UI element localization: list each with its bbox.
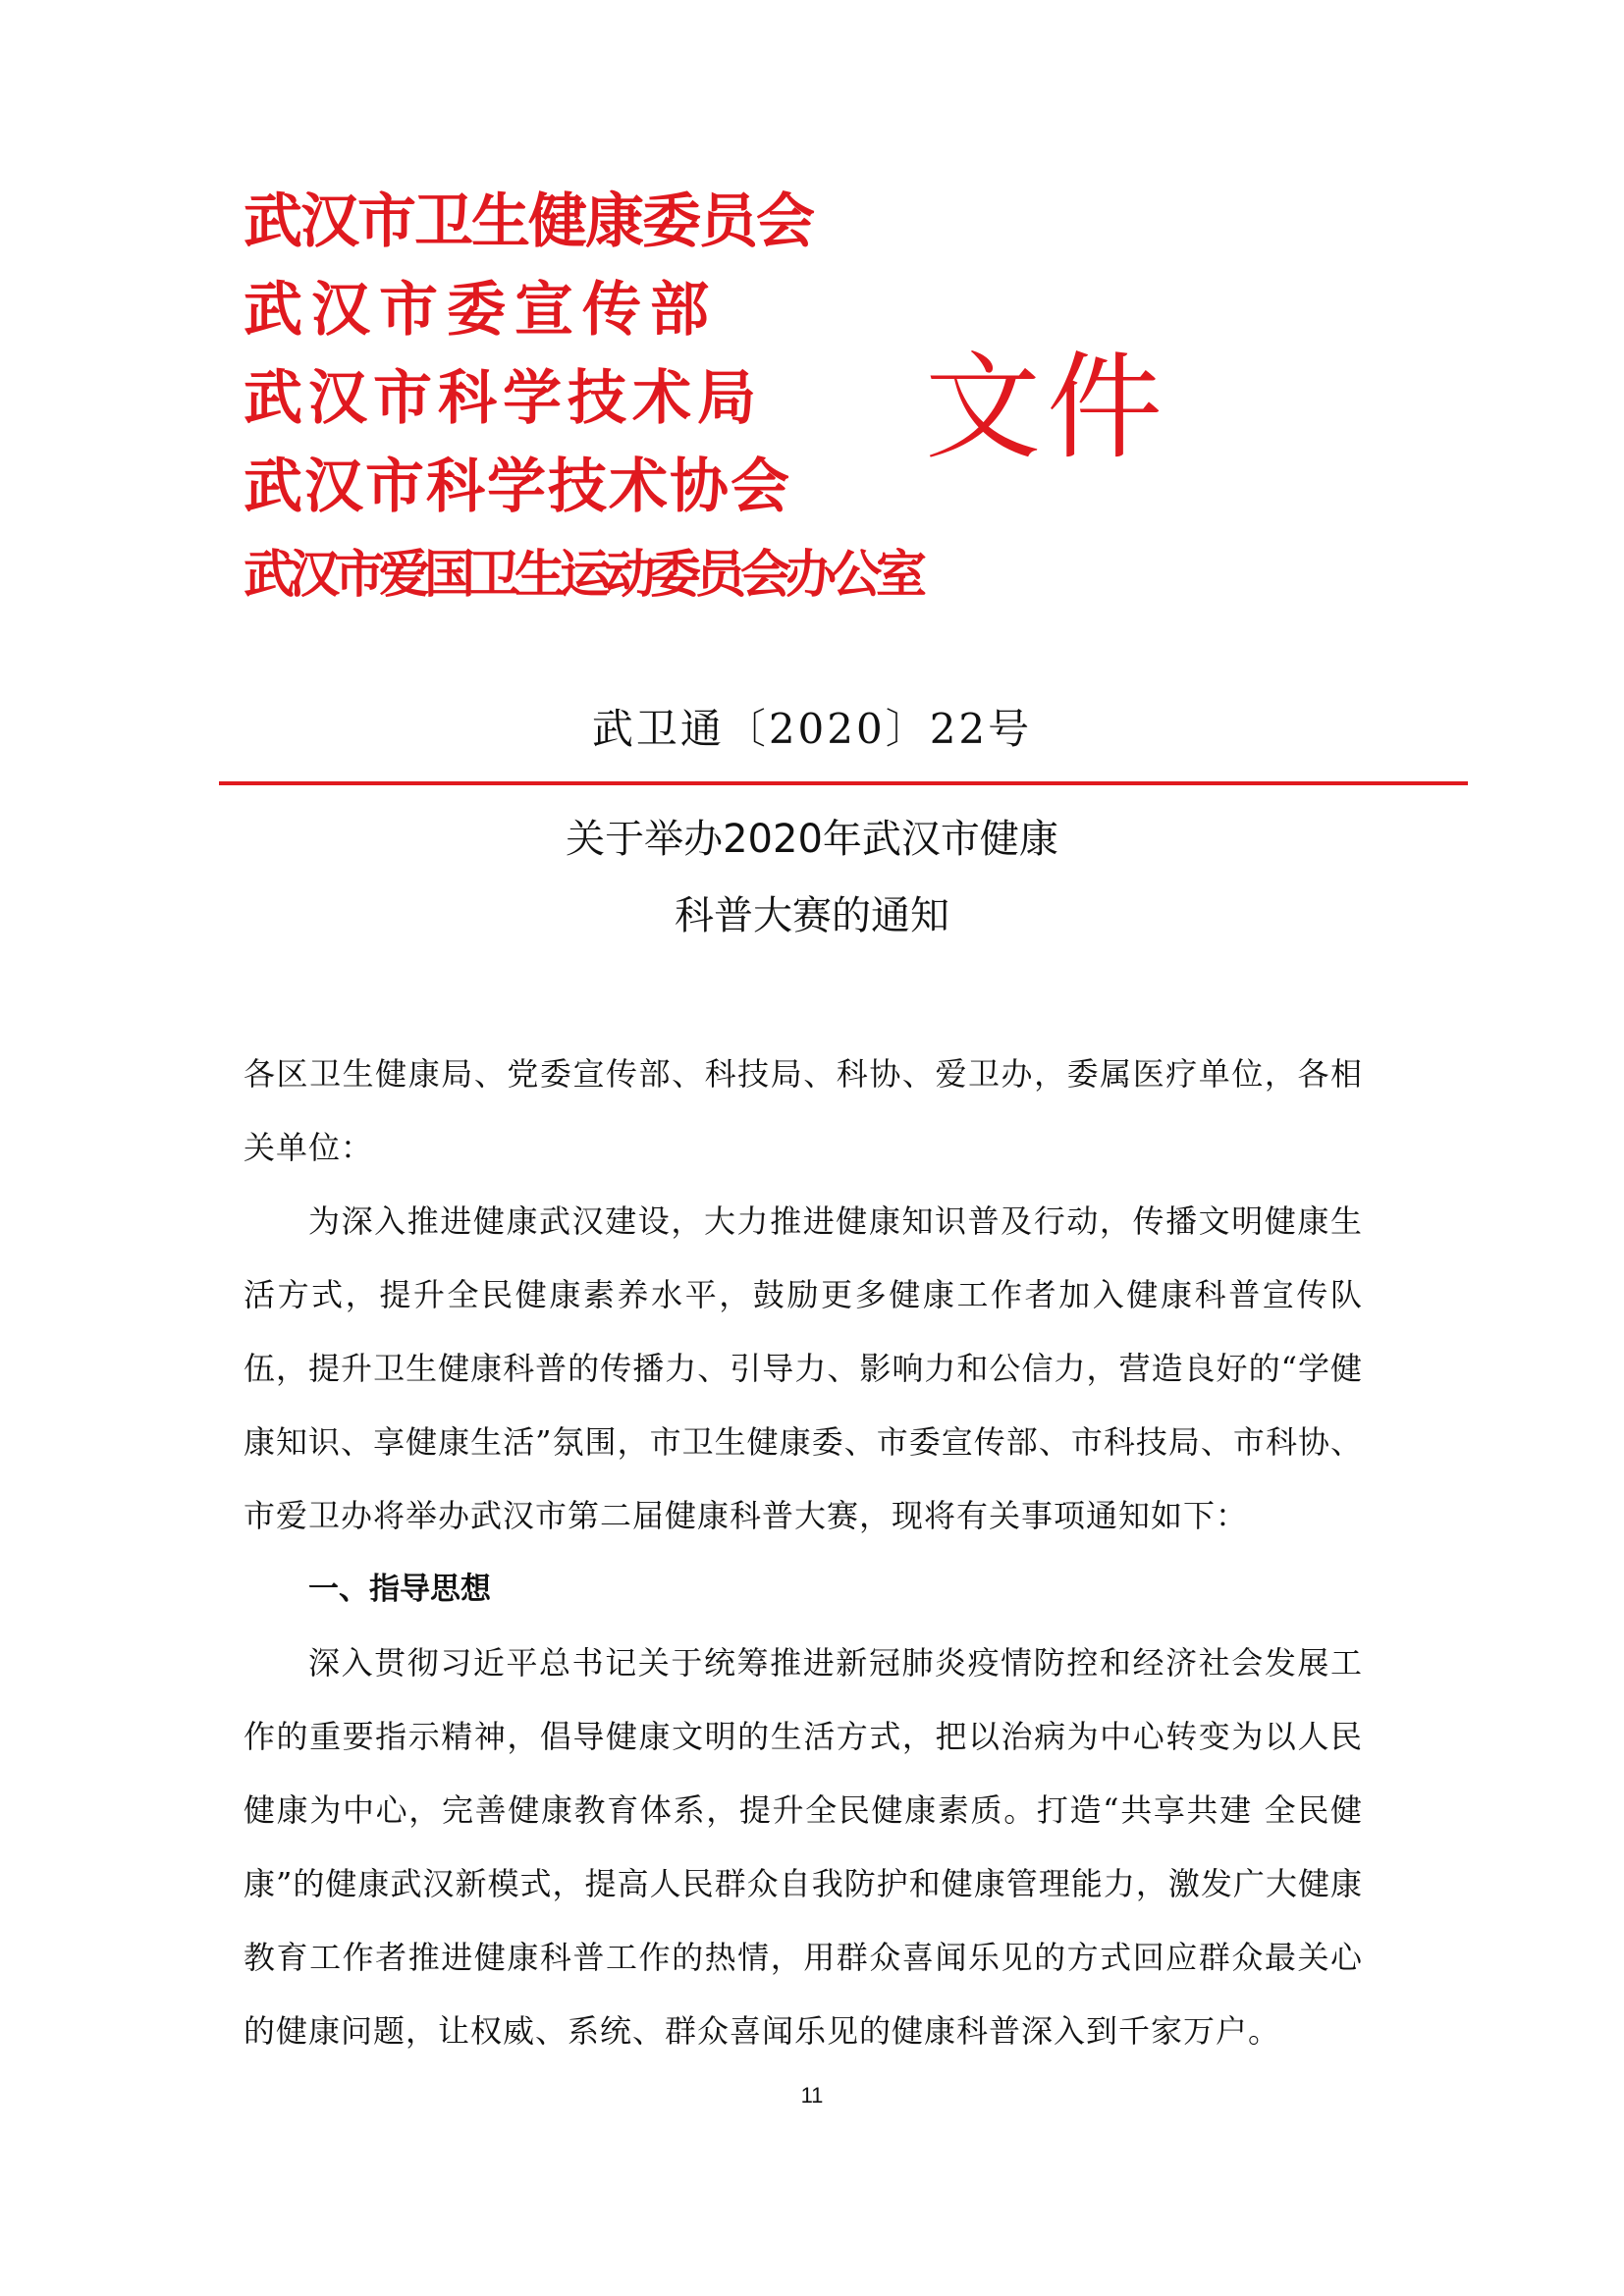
section-heading: 一、指导思想 (308, 1572, 491, 1607)
red-divider (219, 781, 1468, 785)
document-number: 武卫通〔2020〕22号 (591, 705, 1033, 753)
issuer-name: 武汉市卫生健康委员会 (244, 187, 813, 256)
salutation: 各区卫生健康局、党委宣传部、科技局、科协、爱卫办，委属医疗单位，各相关单位： (244, 1055, 1363, 1166)
document-type-label: 文件 (925, 340, 1169, 475)
intro-paragraph: 为深入推进健康武汉建设，大力推进健康知识普及行动，传播文明健康生活方式，提升全民健康素养水平，鼓励更多健康工作者加入健康科普宣传队伍，提升卫生健康科普的传播力、引导力、影响力和公信力，营造良好的“学健康知识、享健康生活”氛围，市卫生健康委、市委宣传部、市科技局、市科协、市爱卫办将举办武汉市第二届健康科普大赛，现将有关事项通知如下： (244, 1202, 1363, 1534)
issuer-name: 武汉市爱国卫生运动委员会办公室 (244, 546, 922, 605)
document-title-line-1: 关于举办2020年武汉市健康 (566, 817, 1058, 862)
document-title-line-2: 科普大赛的通知 (675, 893, 949, 938)
issuer-list (244, 187, 931, 634)
page-number: 11 (800, 2083, 824, 2108)
document-body (244, 1038, 1363, 2068)
issuer-name: 武汉市科学技术协会 (244, 453, 791, 521)
issuer-name: 武汉市委宣传部 (244, 276, 718, 345)
section-paragraph: 深入贯彻习近平总书记关于统筹推进新冠肺炎疫情防控和经济社会发展工作的重要指示精神，倡导健康文明的生活方式，把以治病为中心转变为以人民健康为中心，完善健康教育体系，提升全民健康素质。打造“共享共建 全民健康”的健康武汉新模式，提高人民群众自我防护和健康管理能力，激发广大健康教育工作者推进健康科普工作的热情，用群众喜闻乐见的方式回应群众最关心的健康问题，让权威、系统、群众喜闻乐见的健康科普深入到千家万户。 (244, 1644, 1363, 2050)
issuer-name: 武汉市科学技术局 (244, 364, 762, 433)
